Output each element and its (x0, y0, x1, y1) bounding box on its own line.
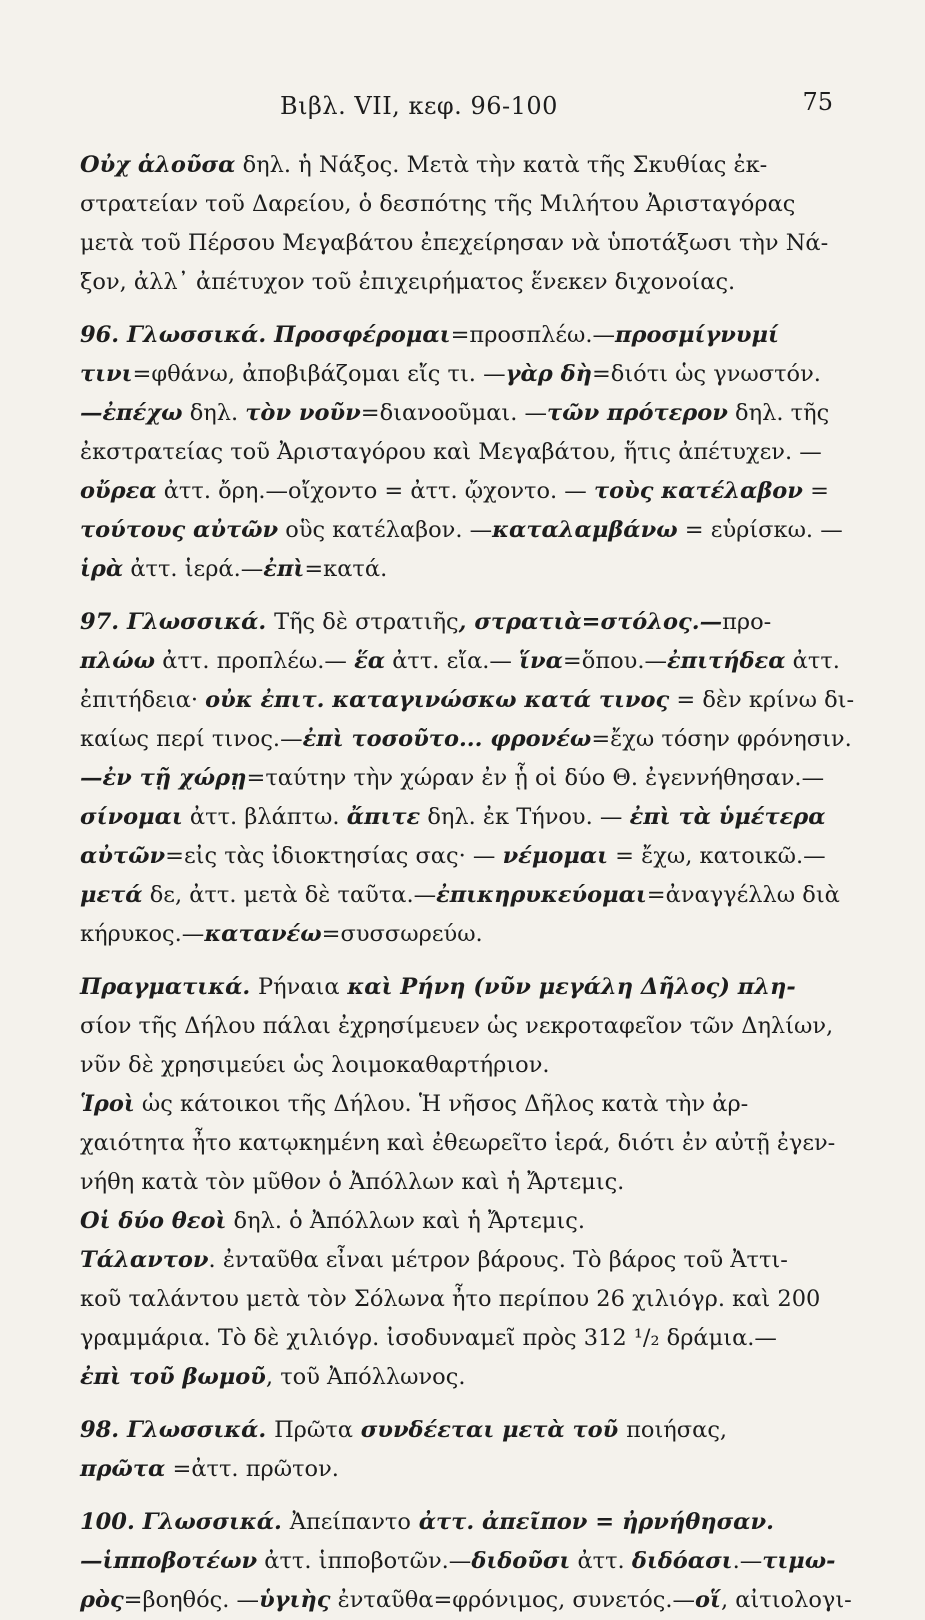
gloss: ἀττ. ἱπποβοτῶν.— (257, 1548, 472, 1574)
gloss: μετὰ τοῦ Πέρσου Μεγαβάτου ἐπεχείρησαν νὰ ὑποτάξωσι τὴν Νά- (80, 230, 829, 256)
lemma: σίνομαι (80, 804, 183, 830)
text-line (80, 1450, 850, 1489)
lemma: ἐπὶ τὰ ὑμέτερα (629, 804, 826, 830)
gloss: δηλ. (182, 400, 246, 426)
gloss: , αἰτιολογι- (720, 1587, 852, 1613)
gloss: Ἀπείπαντο (289, 1509, 411, 1535)
gloss: Ρήναια (258, 974, 340, 1000)
gloss: . ἐνταῦθα εἶναι μέτρον βάρους. Τὸ βάρος τοῦ Ἀττι- (208, 1247, 788, 1273)
text-line (80, 1411, 850, 1450)
text-line (80, 1007, 850, 1046)
gloss: =φθάνω, ἀποβιβάζομαι εἴς τι. — (132, 361, 506, 387)
lemma: πρῶτα (80, 1456, 166, 1482)
text-line (80, 316, 850, 355)
text-line (80, 1241, 850, 1280)
lemma: ἐπὶ τοσοῦτο... φρονέω (302, 726, 592, 752)
gloss: χαιότητα ἦτο κατῳκημένη καὶ ἐθεωρεῖτο ἱερά, διότι ἐν αὐτῇ ἐγεν- (80, 1130, 836, 1156)
lemma: 98. Γλωσσικά. (80, 1417, 275, 1443)
text-line (80, 146, 850, 185)
lemma: διδόασι (631, 1548, 733, 1574)
gloss: =ἀττ. πρῶτον. (165, 1456, 339, 1482)
lemma: τὸν νοῦν (245, 400, 361, 426)
lemma: νέμομαι (502, 843, 608, 869)
gloss: =διανοοῦμαι. — (360, 400, 548, 426)
text-line (80, 1319, 850, 1358)
lemma: 100. Γλωσσικά. (80, 1509, 290, 1535)
gloss: Πρῶτα (274, 1417, 353, 1443)
lemma: συνδέεται μετὰ τοῦ (352, 1417, 627, 1443)
running-head: Βιβλ. VII, κεφ. 96-100 (280, 92, 558, 120)
text-line (80, 355, 850, 394)
lemma: τούτους αὐτῶν (80, 517, 279, 543)
gloss: =εἰς τὰς ἰδιοκτησίας σας· — (165, 843, 503, 869)
lemma: τιμω- (762, 1548, 836, 1574)
lemma: ἐπὶ τοῦ βωμοῦ (80, 1364, 266, 1390)
text-line (80, 185, 850, 224)
text-line (80, 1085, 850, 1124)
text-line (80, 1124, 850, 1163)
text-line (80, 224, 850, 263)
lemma: προσμίγνυμί (615, 322, 779, 348)
lemma: Τάλαντον (80, 1247, 209, 1273)
lemma: γὰρ δὴ (505, 361, 592, 387)
gloss: =προσπλέω.— (450, 322, 616, 348)
gloss: καίως περί τινος.— (80, 726, 303, 752)
gloss: σίον τῆς Δήλου πάλαι ἐχρησίμευεν ὡς νεκροταφεῖον τῶν Δηλίων, (80, 1013, 834, 1039)
lemma: ἐπὶ (263, 556, 305, 582)
gloss: =συσσωρεύω. (321, 921, 483, 947)
lemma: Πραγματικά. (80, 974, 259, 1000)
text-line (80, 1163, 850, 1202)
lemma: διδοῦσι (471, 1548, 571, 1574)
lemma: ἀττ. ἀπεῖπον = ἠρνήθησαν. (410, 1509, 774, 1535)
text-line (80, 642, 850, 681)
text-line (80, 1358, 850, 1397)
gloss: =ὅπου.— (562, 648, 667, 674)
paragraph-gap (80, 954, 850, 968)
lemma: ἱρὰ (80, 556, 124, 582)
lemma: Οἱ δύο θεοὶ (80, 1208, 227, 1234)
gloss: ἀττ. (570, 1548, 632, 1574)
text-line (80, 759, 850, 798)
lemma: μετά (80, 882, 143, 908)
lemma: 96. Γλωσσικά. Προσφέρομαι (80, 322, 451, 348)
gloss: γραμμάρια. Τὸ δὲ χιλιόγρ. ἰσοδυναμεῖ πρὸς 312 ¹/₂ δράμια.— (80, 1325, 777, 1351)
text-line (80, 915, 850, 954)
gloss: = εὑρίσκω. — (677, 517, 843, 543)
gloss: ξον, ἀλλ᾽ ἀπέτυχον τοῦ ἐπιχειρήματος ἕνεκεν διχονοίας. (80, 269, 736, 295)
gloss: , τοῦ Ἀπόλλωνος. (265, 1364, 466, 1390)
lemma: καταλαμβάνω (492, 517, 678, 543)
text-line (80, 394, 850, 433)
lemma: αὐτῶν (80, 843, 166, 869)
lemma: 97. Γλωσσικά. (80, 609, 275, 635)
text-line (80, 681, 855, 720)
lemma: ὑγιὴς (259, 1587, 331, 1613)
lemma: ρὸς (80, 1587, 124, 1613)
gloss: = ἔχω, κατοικῶ.— (608, 843, 826, 869)
text-line (80, 603, 850, 642)
gloss: =κατά. (304, 556, 388, 582)
text-line (80, 511, 850, 550)
lemma: ἄπιτε (346, 804, 421, 830)
gloss: δηλ. ἐκ Τήνου. — (420, 804, 630, 830)
gloss: ἀττ. βλάπτω. (182, 804, 347, 830)
gloss: ποιήσας, (626, 1417, 728, 1443)
lemma: ἐπικηρυκεύομαι (436, 882, 647, 908)
paragraph-gap (80, 1397, 850, 1411)
text-line (80, 263, 850, 302)
gloss: ἐπιτήδεια· (80, 687, 206, 713)
text-line (80, 837, 850, 876)
lemma: τῶν πρότερον (547, 400, 728, 426)
gloss: =διότι ὡς γνωστόν. (591, 361, 821, 387)
gloss: δηλ. ὁ Ἀπόλλων καὶ ἡ Ἄρτεμις. (226, 1208, 586, 1234)
gloss: οὓς κατέλαβον. — (278, 517, 493, 543)
text-line (80, 433, 850, 472)
text-line (80, 968, 850, 1007)
lemma: καὶ Ρήνη (νῦν μεγάλη Δῆλος) πλη- (339, 974, 796, 1000)
gloss: =ἔχω τόσην φρόνησιν. (591, 726, 852, 752)
lemma: πλώω (80, 648, 156, 674)
gloss: Τῆς δὲ στρατιῆς (274, 609, 459, 635)
lemma: —ἐπέχω (80, 400, 183, 426)
gloss: προ- (722, 609, 772, 635)
lemma: οὐκ ἐπιτ. καταγινώσκω κατά τινος (205, 687, 670, 713)
text-line (80, 1503, 850, 1542)
text-line (80, 1581, 850, 1620)
gloss: ἀττ. ὄρη.—οἴχοντο = ἀττ. ᾤχοντο. — (156, 478, 594, 504)
gloss: .— (732, 1548, 763, 1574)
gloss: δηλ. ἡ Νάξος. Μετὰ τὴν κατὰ τῆς Σκυθίας ἐκ- (235, 152, 768, 178)
text-line (80, 1280, 850, 1319)
lemma: ἵνα (519, 648, 563, 674)
lemma: ἕα (354, 648, 386, 674)
gloss: ἀττ. ἱερά.— (123, 556, 264, 582)
gloss: δηλ. τῆς (727, 400, 830, 426)
gloss: =ἀναγγέλλω διὰ (646, 882, 840, 908)
gloss: νῦν δὲ χρησιμεύει ὡς λοιμοκαθαρτήριον. (80, 1052, 550, 1078)
gloss: κοῦ ταλάντου μετὰ τὸν Σόλωνα ἦτο περίπου 26 χιλιόγρ. καὶ 200 (80, 1286, 821, 1312)
gloss: = (802, 478, 829, 504)
lemma: Ἱροὶ (80, 1091, 135, 1117)
text-line (80, 720, 850, 759)
gloss: ἐκστρατείας τοῦ Ἀρισταγόρου καὶ Μεγαβάτου, ἥτις ἀπέτυχεν. — (80, 439, 822, 465)
gloss: νήθη κατὰ τὸν μῦθον ὁ Ἀπόλλων καὶ ἡ Ἄρτεμις. (80, 1169, 625, 1195)
lemma: τοὺς κατέλαβον (593, 478, 803, 504)
gloss: στρατείαν τοῦ Δαρείου, ὁ δεσπότης τῆς Μιλήτου Ἀρισταγόρας (80, 191, 796, 217)
text-line (80, 472, 850, 511)
lemma: Οὐχ ἁλοῦσα (80, 152, 236, 178)
text-line (80, 798, 850, 837)
text-line (80, 1542, 850, 1581)
text-line (80, 550, 850, 589)
gloss: ὡς κάτοικοι τῆς Δήλου. Ἡ νῆσος Δῆλος κατὰ τὴν ἀρ- (134, 1091, 749, 1117)
lemma: οἵ (695, 1587, 721, 1613)
gloss: δε, ἀττ. μετὰ δὲ ταῦτα.— (142, 882, 437, 908)
lemma: —ἐν τῇ χώρῃ (80, 765, 247, 791)
text-line (80, 876, 850, 915)
page-header (90, 88, 845, 132)
lemma: —ἱπποβοτέων (80, 1548, 258, 1574)
gloss: ἐνταῦθα=φρόνιμος, συνετός.— (330, 1587, 696, 1613)
page-number: 75 (802, 88, 833, 116)
paragraph-gap (80, 302, 850, 316)
gloss: ἀττ. (785, 648, 840, 674)
lemma: ἐπιτήδεα (666, 648, 786, 674)
lemma: οὔρεα (80, 478, 157, 504)
gloss: =βοηθός. — (123, 1587, 260, 1613)
gloss: =ταύτην τὴν χώραν ἐν ᾗ οἱ δύο Θ. ἐγεννήθησαν.— (246, 765, 825, 791)
gloss: ἀττ. εἴα.— (385, 648, 520, 674)
text-line (80, 1202, 850, 1241)
commentary-text (80, 146, 855, 1620)
paragraph-gap (80, 589, 850, 603)
lemma: τινι (80, 361, 133, 387)
paragraph-gap (80, 1489, 850, 1503)
gloss: = δὲν κρίνω δι- (669, 687, 855, 713)
gloss: κήρυκος.— (80, 921, 205, 947)
text-line (80, 1046, 850, 1085)
gloss: ἀττ. προπλέω.— (155, 648, 355, 674)
lemma: , στρατιὰ=στόλος.— (458, 609, 723, 635)
lemma: κατανέω (204, 921, 322, 947)
